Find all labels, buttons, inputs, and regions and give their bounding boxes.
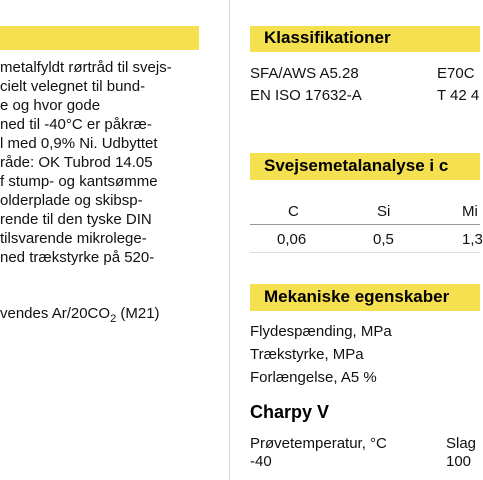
analysis-value-si: 0,5 xyxy=(373,231,394,248)
analysis-header-si: Si xyxy=(377,203,391,220)
shielding-gas-prefix: vendes Ar/20CO xyxy=(0,305,111,322)
mechanical-row-label: Forlængelse, A5 % xyxy=(250,369,377,386)
description-header-bar xyxy=(0,26,199,50)
description-line: olderplade og skibsp- xyxy=(0,192,143,209)
analysis-value-mn: 1,3 xyxy=(462,231,483,248)
classification-standard: EN ISO 17632-A xyxy=(250,87,362,104)
charpy-energy-label: Slag xyxy=(446,435,477,452)
charpy-temperature-value: -40 xyxy=(250,453,272,470)
shielding-gas-text xyxy=(0,304,160,329)
classification-standard: SFA/AWS A5.28 xyxy=(250,65,359,82)
description-line: ned til -40°C er påkræ- xyxy=(0,116,152,133)
mechanical-row-label: Flydespænding, MPa xyxy=(250,323,392,340)
description-line: tilsvarende mikrolege- xyxy=(0,230,147,247)
charpy-title: Charpy V xyxy=(250,402,330,422)
mechanical-row-label: Trækstyrke, MPa xyxy=(250,346,364,363)
shielding-gas-subscript: 2 xyxy=(110,313,117,325)
analysis-bottom-rule xyxy=(250,252,480,253)
column-divider xyxy=(229,0,230,480)
classification-value: T 42 4 xyxy=(437,87,480,104)
analysis-header-c: C xyxy=(288,203,299,220)
classification-value: E70C xyxy=(437,65,475,82)
description-line: råde: OK Tubrod 14.05 xyxy=(0,154,153,171)
description-line: metalfyldt rørtråd til svejs- xyxy=(0,59,172,76)
description-line: rende til den tyske DIN xyxy=(0,211,152,228)
analysis-header-mn: Mi xyxy=(462,203,478,220)
mechanical-title: Mekaniske egenskaber xyxy=(264,287,450,306)
analysis-value-c: 0,06 xyxy=(277,231,307,248)
description-line: l med 0,9% Ni. Udbyttet xyxy=(0,135,158,152)
description-line: cielt velegnet til bund- xyxy=(0,78,146,95)
description-line: ned trækstyrke på 520- xyxy=(0,249,155,266)
description-line: f stump- og kantsømme xyxy=(0,173,158,190)
charpy-energy-value: 100 xyxy=(446,453,472,470)
analysis-divider xyxy=(250,224,480,225)
shielding-gas-suffix: (M21) xyxy=(116,305,160,322)
description-line: e og hvor gode xyxy=(0,97,101,114)
analysis-title: Svejsemetalanalyse i c xyxy=(264,156,449,175)
charpy-temperature-label: Prøvetemperatur, °C xyxy=(250,435,387,452)
classification-title: Klassifikationer xyxy=(264,28,391,47)
